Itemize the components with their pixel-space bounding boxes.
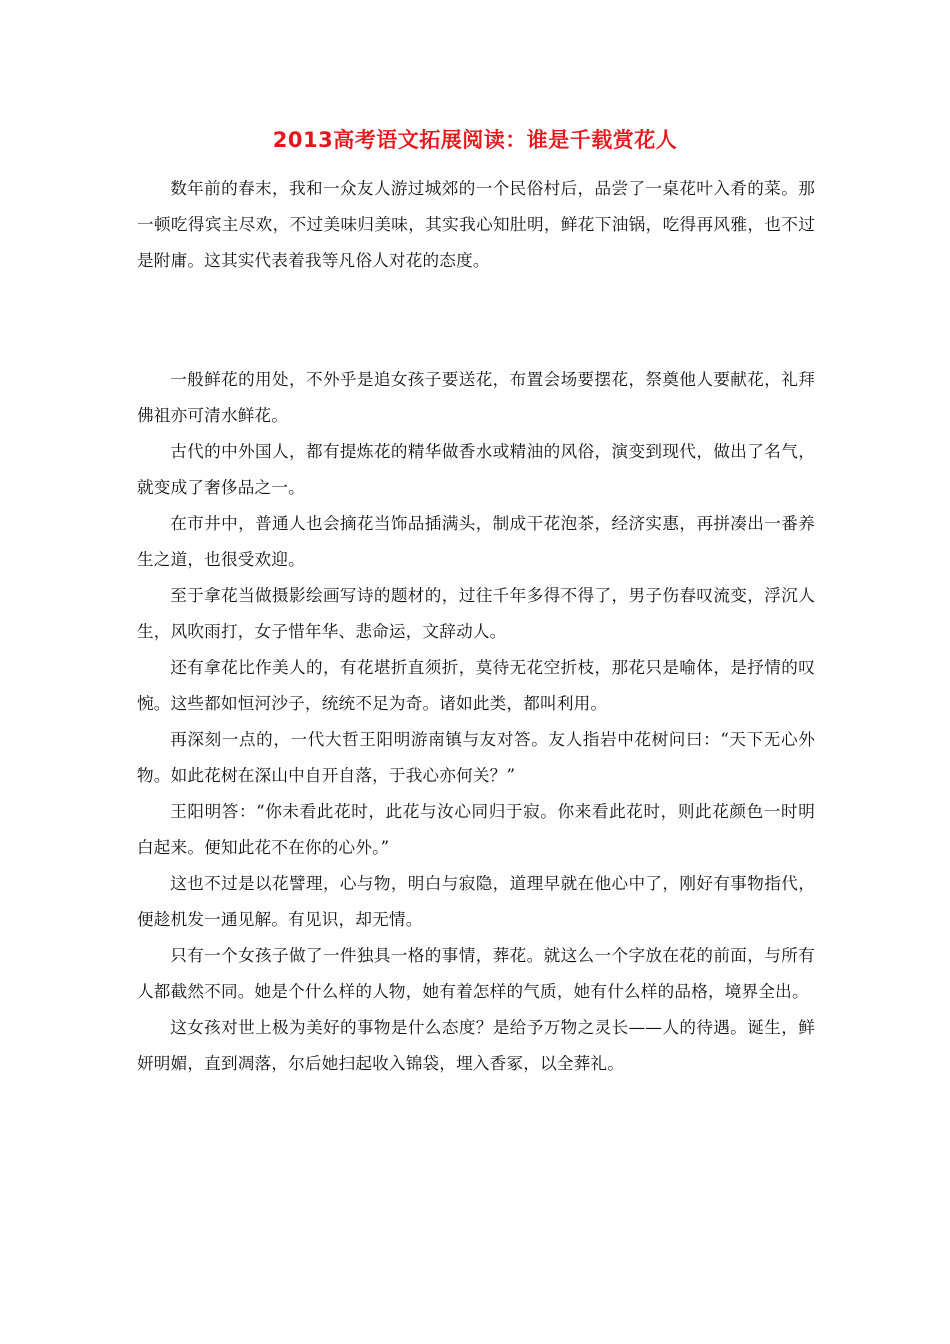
paragraph: 在市井中，普通人也会摘花当饰品插满头，制成干花泡茶，经济实惠，再拼凑出一番养生之道，也很受欢迎。 [137,514,815,569]
document-title: 2013高考语文拓展阅读：谁是千载赏花人 [272,128,678,152]
paragraph: 只有一个女孩子做了一件独具一格的事情，葬花。就这么一个字放在花的前面，与所有人都截然不同。她是个什么样的人物，她有着怎样的气质，她有什么样的品格，境界全出。 [137,946,815,1001]
intro-section [137,171,815,279]
paragraph: 这也不过是以花譬理，心与物，明白与寂隐，道理早就在他心中了，刚好有事物指代，便趁机发一通见解。有见识，却无情。 [137,874,815,929]
main-section [137,362,815,1082]
paragraph: 古代的中外国人，都有提炼花的精华做香水或精油的风俗，演变到现代，做出了名气，就变成了奢侈品之一。 [137,442,815,497]
paragraph: 至于拿花当做摄影绘画写诗的题材的，过往千年多得不得了，男子伤春叹流变，浮沉人生，风吹雨打，女子惜年华、悲命运，文辞动人。 [137,586,815,641]
paragraph: 再深刻一点的，一代大哲王阳明游南镇与友对答。友人指岩中花树问曰：“天下无心外物。如此花树在深山中自开自落，于我心亦何关？” [137,730,815,785]
paragraph: 一般鲜花的用处，不外乎是追女孩子要送花，布置会场要摆花，祭奠他人要献花，礼拜佛祖亦可清水鲜花。 [137,370,815,425]
paragraph: 数年前的春末，我和一众友人游过城郊的一个民俗村后，品尝了一桌花叶入肴的菜。那一顿吃得宾主尽欢，不过美味归美味，其实我心知肚明，鲜花下油锅，吃得再风雅，也不过是附庸。这其实代表着我等凡俗人对花的态度。 [137,179,815,270]
paragraph: 这女孩对世上极为美好的事物是什么态度？是给予万物之灵长——人的待遇。诞生，鲜妍明媚，直到凋落，尔后她扫起收入锦袋，埋入香冢，以全葬礼。 [137,1018,815,1073]
paragraph: 还有拿花比作美人的，有花堪折直须折，莫待无花空折枝，那花只是喻体，是抒情的叹惋。这些都如恒河沙子，统统不足为奇。诸如此类，都叫利用。 [137,658,815,713]
paragraph: 王阳明答：“你未看此花时，此花与汝心同归于寂。你来看此花时，则此花颜色一时明白起来。便知此花不在你的心外。” [137,802,815,857]
